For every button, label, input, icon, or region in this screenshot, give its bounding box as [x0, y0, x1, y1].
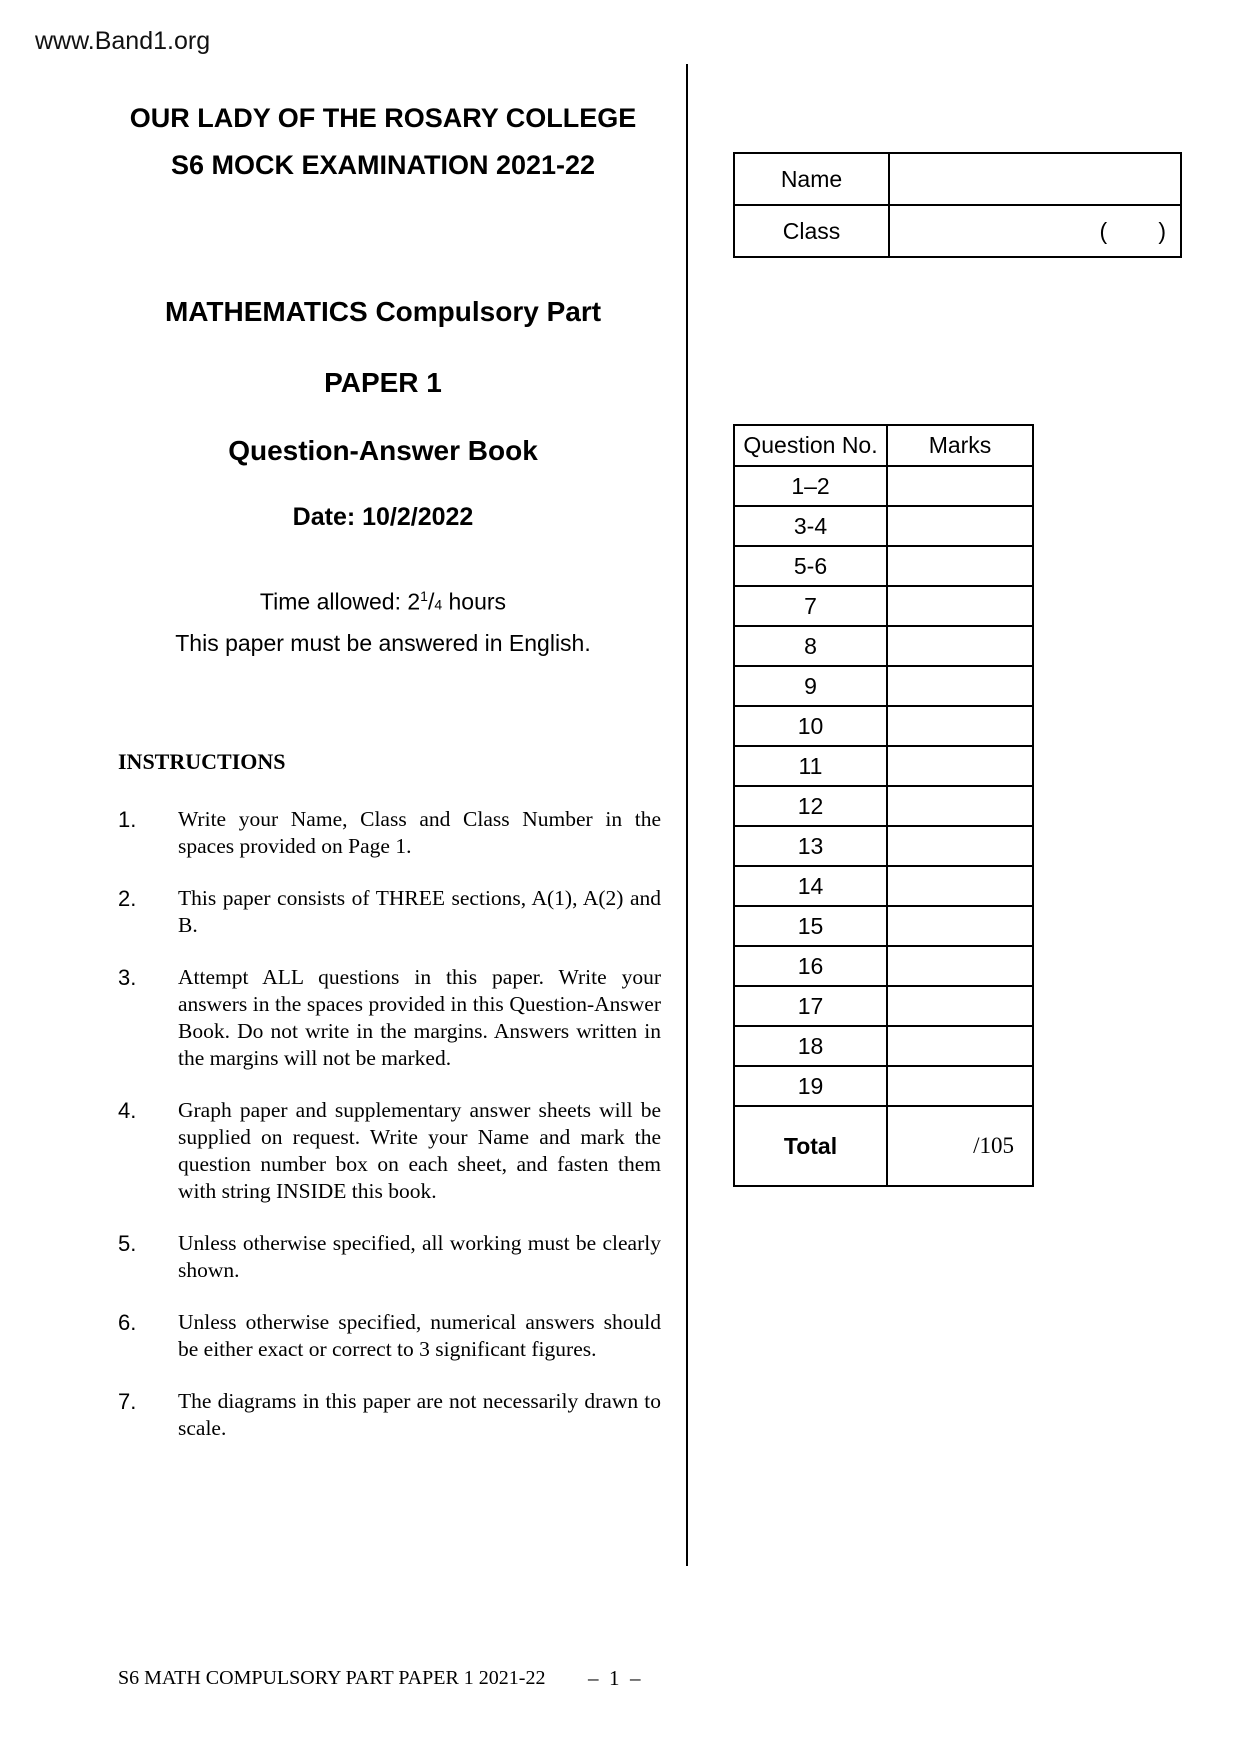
instruction-text: Write your Name, Class and Class Number in the spaces provided on Page 1. [178, 807, 661, 858]
marks-value-cell[interactable] [887, 706, 1033, 746]
question-number-cell: 3-4 [734, 506, 887, 546]
marks-value-cell[interactable] [887, 466, 1033, 506]
marks-value-cell[interactable] [887, 586, 1033, 626]
marks-table-row [734, 666, 1033, 706]
question-number-cell: 13 [734, 826, 887, 866]
instruction-item [118, 1097, 661, 1205]
time-allowed-line [105, 588, 661, 616]
marks-table-row [734, 866, 1033, 906]
marks-value-cell[interactable] [887, 1066, 1033, 1106]
marks-value-cell[interactable] [887, 506, 1033, 546]
marks-value-cell[interactable] [887, 666, 1033, 706]
question-number-cell: 10 [734, 706, 887, 746]
marks-table-row [734, 746, 1033, 786]
question-number-cell: 5-6 [734, 546, 887, 586]
question-number-cell: 17 [734, 986, 887, 1026]
question-number-cell: 19 [734, 1066, 887, 1106]
total-marks-cell: /105 [887, 1106, 1033, 1186]
marks-table-row [734, 546, 1033, 586]
vertical-divider [686, 64, 688, 1566]
time-allowed-unit: hours [442, 588, 507, 615]
instructions-list [118, 806, 661, 1467]
class-number-parens: ( ) [1099, 217, 1166, 244]
instruction-item [118, 1309, 661, 1363]
marks-value-cell[interactable] [887, 1026, 1033, 1066]
instruction-number: 5. [118, 1231, 137, 1256]
total-label-cell: Total [734, 1106, 887, 1186]
instruction-number: 4. [118, 1098, 137, 1123]
question-number-cell: 15 [734, 906, 887, 946]
marks-table-total-row [734, 1106, 1033, 1186]
marks-table-row [734, 466, 1033, 506]
instruction-item [118, 1230, 661, 1284]
class-row [734, 205, 1181, 257]
instruction-text: The diagrams in this paper are not necessarily drawn to scale. [178, 1389, 661, 1440]
marks-table-row [734, 786, 1033, 826]
question-number-cell: 16 [734, 946, 887, 986]
instruction-text: This paper consists of THREE sections, A(1), A(2) and B. [178, 886, 661, 937]
marks-value-cell[interactable] [887, 746, 1033, 786]
marks-table-header-row [734, 425, 1033, 466]
footer-paper-title: S6 MATH COMPULSORY PART PAPER 1 2021-22 [118, 1667, 546, 1689]
question-number-cell: 9 [734, 666, 887, 706]
marks-table-row [734, 706, 1033, 746]
instructions-title: INSTRUCTIONS [118, 749, 286, 774]
exam-date: Date: 10/2/2022 [292, 503, 474, 531]
marks-table-row [734, 506, 1033, 546]
instruction-number: 7. [118, 1389, 137, 1414]
question-number-cell: 14 [734, 866, 887, 906]
instruction-item [118, 1388, 661, 1442]
marks-table-row [734, 906, 1033, 946]
marks-table-row [734, 1026, 1033, 1066]
marks-value-cell[interactable] [887, 946, 1033, 986]
marks-table-row [734, 626, 1033, 666]
marks-table [733, 424, 1034, 1187]
marks-value-cell[interactable] [887, 826, 1033, 866]
class-label-cell: Class [734, 205, 889, 257]
marks-value-cell[interactable] [887, 986, 1033, 1026]
marks-value-cell[interactable] [887, 546, 1033, 586]
language-note: This paper must be answered in English. [175, 630, 591, 656]
marks-table-row [734, 586, 1033, 626]
instruction-text: Unless otherwise specified, all working must be clearly shown. [178, 1231, 661, 1282]
marks-table-row [734, 1066, 1033, 1106]
marks-value-cell[interactable] [887, 786, 1033, 826]
watermark-url: www.Band1.org [35, 27, 211, 55]
exam-title: S6 MOCK EXAMINATION 2021-22 [170, 150, 596, 180]
instruction-number: 3. [118, 965, 137, 990]
marks-value-cell[interactable] [887, 906, 1033, 946]
fraction-slash: / [427, 588, 435, 615]
instruction-text: Attempt ALL questions in this paper. Write your answers in the spaces provided in this Question-Answer Book. Do not write in the margins. Answers written in the margins will not be marked. [178, 965, 661, 1070]
question-number-cell: 7 [734, 586, 887, 626]
question-number-cell: 8 [734, 626, 887, 666]
time-allowed-text: Time allowed: 2 [259, 588, 421, 615]
name-input-cell[interactable] [889, 153, 1181, 205]
instruction-item [118, 806, 661, 860]
question-number-cell: 18 [734, 1026, 887, 1066]
question-no-header: Question No. [734, 425, 887, 466]
question-number-cell: 1–2 [734, 466, 887, 506]
marks-table-row [734, 946, 1033, 986]
marks-value-cell[interactable] [887, 866, 1033, 906]
marks-value-cell[interactable] [887, 626, 1033, 666]
question-number-cell: 12 [734, 786, 887, 826]
marks-header: Marks [887, 425, 1033, 466]
fraction-denominator: 4 [434, 596, 443, 613]
paper-number: PAPER 1 [324, 367, 442, 398]
name-row [734, 153, 1181, 205]
instruction-number: 6. [118, 1310, 137, 1335]
instruction-number: 1. [118, 807, 137, 832]
student-info-box [733, 152, 1182, 258]
marks-table-row [734, 986, 1033, 1026]
instruction-item [118, 885, 661, 939]
question-number-cell: 11 [734, 746, 887, 786]
instruction-text: Graph paper and supplementary answer sheets will be supplied on request. Write your Name and mark the question number box on each sheet, and fasten them with string INSIDE this book. [178, 1098, 661, 1203]
class-input-cell[interactable] [889, 205, 1181, 257]
footer-page-number: – 1 – [588, 1666, 641, 1690]
instruction-item [118, 964, 661, 1072]
marks-table-row [734, 826, 1033, 866]
name-label-cell: Name [734, 153, 889, 205]
book-type: Question-Answer Book [228, 435, 538, 466]
school-name: OUR LADY OF THE ROSARY COLLEGE [129, 103, 637, 133]
fraction-numerator: 1 [420, 588, 428, 604]
instruction-text: Unless otherwise specified, numerical answers should be either exact or correct to 3 significant figures. [178, 1310, 661, 1361]
instruction-number: 2. [118, 886, 137, 911]
subject-title: MATHEMATICS Compulsory Part [164, 296, 602, 327]
